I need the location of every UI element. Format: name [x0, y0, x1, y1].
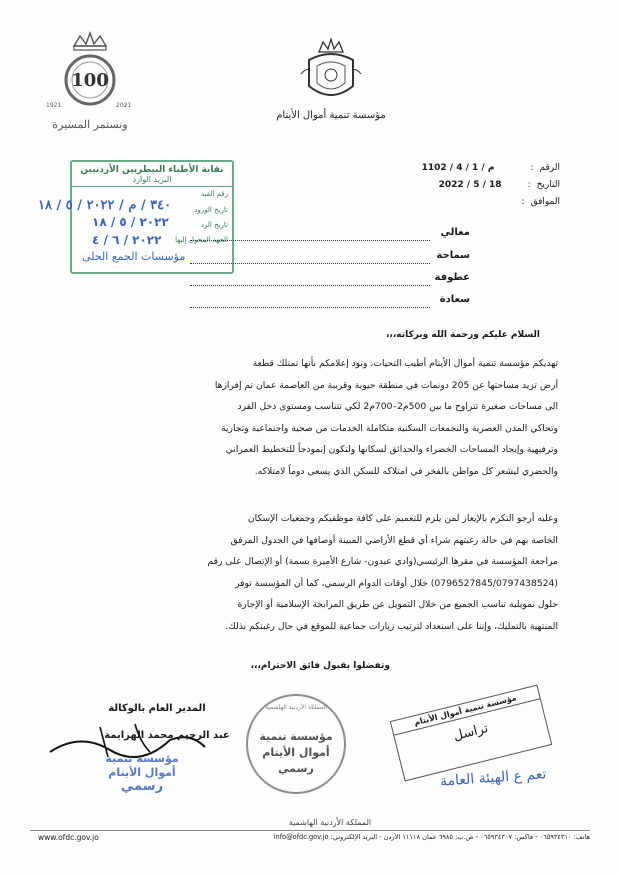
blue-stamp-line2: أموال الأيتام: [108, 766, 176, 779]
addressee-3: عطوفة: [434, 272, 470, 283]
coat-of-arms-icon: [286, 38, 376, 108]
para1-line: أرض تزيد مساحتها عن 205 دونمات في منطقة حيوية وقريبة من العاصمة عمان تم إفرازها: [214, 379, 558, 391]
blue-stamp-line3: رسمي: [120, 779, 164, 794]
footer-divider: [30, 830, 590, 831]
para2-line: الخاصة بهم في حالة رغبتهم شراء أي قطع الأراضي المبينة أوصافها في الجدول المرفق: [230, 534, 558, 546]
signatory-name: عبد الرحيم محمد الهزايمة: [104, 730, 230, 741]
signatory-title: المدير العام بالوكالة: [108, 703, 206, 714]
incoming-stamp-row2-value: ٢٠٢٢ / ٥ / ١٨: [92, 215, 169, 229]
incoming-stamp-row2-label: تاريخ الورود: [194, 206, 228, 214]
incoming-stamp-row4-value: مؤسسات الجمع الحلى: [82, 250, 186, 263]
round-stamp-ring: المملكة الأردنية الهاشمية: [265, 704, 327, 711]
footer-kingdom: المملكة الأردنية الهاشمية: [288, 818, 372, 827]
addressee-4: سعادة: [439, 294, 470, 305]
ref-number-row: الرقم : 1102 / 4 / 1 / م: [380, 160, 560, 177]
footer-website: www.ofdc.gov.jo: [38, 833, 99, 842]
greeting: السلام عليكم ورحمة الله وبركاته،،،: [385, 330, 540, 340]
para2-line: وعليه أرجو التكرم بالإيعاز لمن يلزم للتعميم على كافة موظفيكم وجمعيات الإسكان: [247, 513, 558, 524]
ref-date-label: التاريخ: [536, 180, 560, 190]
para2-line: المنتهية بالتمليك، وإننا على استعداد لترتيب زيارات جماعية للموقع في حال رغبتكم بذلك.: [225, 620, 558, 632]
addressee-3-line: [190, 285, 430, 286]
round-stamp-line3: رسمي: [278, 762, 314, 775]
incoming-stamp-row1-label: رقم القيد: [200, 190, 228, 198]
para2-line: مراجعة المؤسسة في مقرها الرئيسي(وادي عبدون- شارع الأميرة بسمة) أو الإتصال على رقم: [207, 556, 558, 567]
ref-match-row: الموافق :: [380, 194, 560, 211]
ref-match-label: الموافق: [530, 197, 560, 207]
correspondence-stamp-header: مؤسسة تنمية أموال الأيتام: [391, 686, 540, 736]
centenary-logo: [40, 30, 140, 140]
incoming-stamp-row3-label: تاريخ الرد: [200, 221, 228, 229]
paragraph-2: [58, 508, 558, 637]
ref-date-value: 2022 / 5 / 18: [438, 180, 502, 190]
paragraph-1: [58, 353, 558, 482]
closing: وتفضلوا بقبول فائق الاحترام،،،: [250, 661, 390, 671]
ref-number-label: الرقم: [539, 163, 560, 173]
addressee-2: سماحة: [436, 250, 470, 261]
handwritten-note: تعم ع الهيئة العامة: [439, 766, 547, 790]
centenary-number: 100: [71, 70, 109, 91]
reference-block: [380, 160, 560, 211]
addressee-4-line: [190, 307, 430, 308]
incoming-stamp-subtitle: البريد الوارد: [72, 175, 232, 187]
blue-stamp-line1: مؤسسة تنمية: [105, 752, 179, 765]
correspondence-stamp-body: تراسل: [452, 720, 490, 745]
para1-line: وتحاكي المدن العصرية والتجمعات السكنية متكاملة الخدمات من صحية واجتماعية وتجارية: [221, 422, 558, 434]
ref-number-value: 1102 / 4 / 1 / م: [421, 163, 495, 173]
year-end: 2021: [116, 102, 132, 109]
incoming-stamp-row4-label: الجهة المحول إليها: [175, 236, 228, 244]
round-stamp-line2: أموال الأيتام: [262, 746, 330, 759]
incoming-stamp-title: نقابة الأطباء البيطريين الأردنيين: [80, 165, 224, 175]
footer-contact: هاتف: ٠٦٥٩٣٤٣١٠ - فاكس: ٠٦٥٩٣٤٣٠٧ - ص.ب: ٦٩٨٥ عمان ١١١١٨ الأردن - البريد الإلكتروني: info@ofdc.gov.jo: [273, 833, 590, 841]
org-name: مؤسسة تنمية أموال الأيتام: [276, 110, 386, 121]
para2-line: (0796527845/0797438524) خلال أوقات الدوام الرسمي، كما أن المؤسسة توفر: [235, 577, 558, 589]
para1-line: الى مساحات صغيرة تتراوح ما بين 500م2–700م2 لكي تتناسب ومستوى دخل الفرد: [237, 401, 558, 412]
addressee-1-line: [190, 240, 430, 241]
addressee-1: معالي: [440, 227, 470, 238]
para1-line: وترفيهية وإيجاد المساحات الخضراء والحدائق لسكانها ولتكون إنموذجاً للتخطيط العمراني: [225, 444, 558, 455]
para1-line: والحضري ليشعر كل مواطن بالفخر في امتلاكه للسكن الذي يسعى دوماً لامتلاكه.: [254, 465, 558, 477]
centenary-slogan: ونستمر المسيرة: [52, 118, 128, 131]
ref-date-row: التاريخ : 2022 / 5 / 18: [380, 177, 560, 194]
year-start: 1921: [46, 102, 62, 109]
para2-line: حلول تمويلية تناسب الجميع من خلال التمويل عن طريق المرابحة الإسلامية أو الإجارة: [237, 599, 558, 610]
incoming-stamp-row1-value: ٣٤٠ / م / ٢٠٢٢ / ٥ / ١٨: [38, 198, 172, 213]
org-logo: [276, 38, 386, 128]
official-blue-stamp: [92, 752, 192, 794]
official-round-stamp: [246, 694, 346, 794]
round-stamp-line1: مؤسسة تنمية: [259, 730, 333, 743]
incoming-stamp-row3-value: ٢٠٢٢ / ٦ / ٤: [92, 233, 162, 247]
addressee-2-line: [190, 263, 430, 264]
para1-line: تهديكم مؤسسة تنمية أموال الأيتام أطيب التحيات، وتود إعلامكم بأنها تمتلك قطعة: [252, 358, 558, 369]
